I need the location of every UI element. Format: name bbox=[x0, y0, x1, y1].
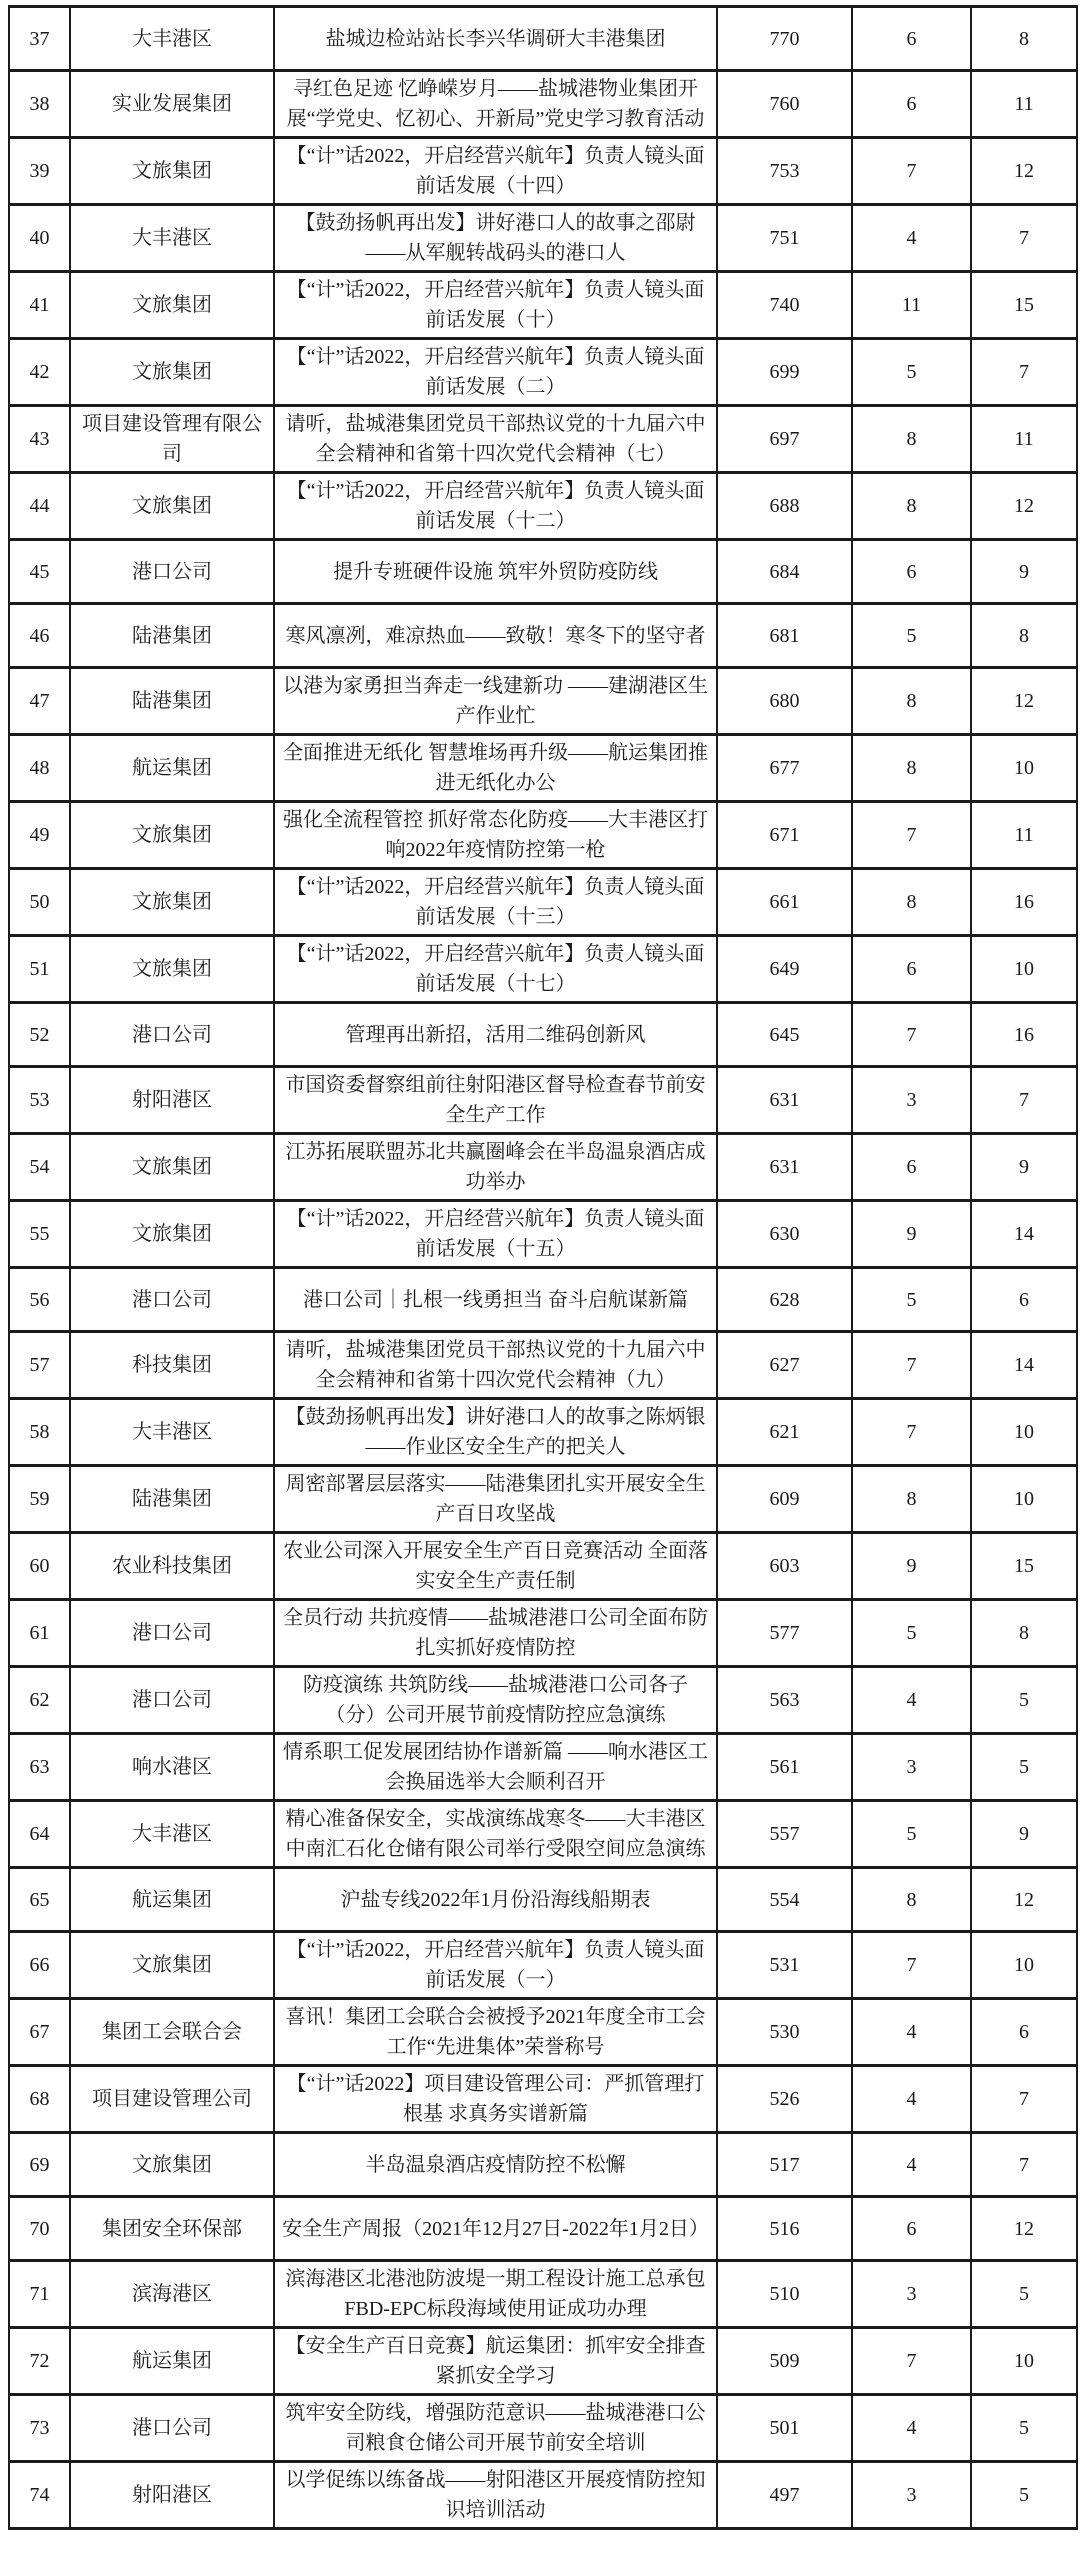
rank-cell: 65 bbox=[9, 1868, 70, 1932]
table-row bbox=[9, 540, 1077, 604]
metric1-cell: 671 bbox=[717, 802, 852, 869]
metric3-cell: 10 bbox=[971, 1466, 1077, 1533]
unit-cell: 集团工会联合会 bbox=[70, 1999, 274, 2066]
metric3-cell: 11 bbox=[971, 406, 1077, 473]
table-row bbox=[9, 1466, 1077, 1533]
title-cell: 以港为家勇担当奔走一线建新功 ——建湖港区生产作业忙 bbox=[274, 668, 717, 735]
metric3-cell: 8 bbox=[971, 604, 1077, 668]
metric2-cell: 4 bbox=[852, 205, 971, 272]
table-row bbox=[9, 936, 1077, 1003]
metric2-cell: 6 bbox=[852, 1134, 971, 1201]
metric3-cell: 7 bbox=[971, 339, 1077, 406]
unit-cell: 大丰港区 bbox=[70, 7, 274, 71]
table-row bbox=[9, 1067, 1077, 1134]
metric1-cell: 603 bbox=[717, 1533, 852, 1600]
metric1-cell: 631 bbox=[717, 1134, 852, 1201]
unit-cell: 航运集团 bbox=[70, 1868, 274, 1932]
metric2-cell: 5 bbox=[852, 604, 971, 668]
metric3-cell: 7 bbox=[971, 205, 1077, 272]
table-row bbox=[9, 735, 1077, 802]
metric2-cell: 4 bbox=[852, 1667, 971, 1734]
rank-cell: 71 bbox=[9, 2261, 70, 2328]
title-cell: 【“计”话2022，开启经营兴航年】负责人镜头面前话发展（一） bbox=[274, 1932, 717, 1999]
metric2-cell: 6 bbox=[852, 936, 971, 1003]
unit-cell: 大丰港区 bbox=[70, 1801, 274, 1868]
metric2-cell: 3 bbox=[852, 1067, 971, 1134]
rank-cell: 49 bbox=[9, 802, 70, 869]
table-row bbox=[9, 1003, 1077, 1067]
table-row bbox=[9, 71, 1077, 138]
title-cell: 提升专班硬件设施 筑牢外贸防疫防线 bbox=[274, 540, 717, 604]
table-row bbox=[9, 2261, 1077, 2328]
unit-cell: 陆港集团 bbox=[70, 668, 274, 735]
unit-cell: 文旅集团 bbox=[70, 936, 274, 1003]
metric3-cell: 12 bbox=[971, 668, 1077, 735]
table-row bbox=[9, 272, 1077, 339]
table-row bbox=[9, 1667, 1077, 1734]
title-cell: 沪盐专线2022年1月份沿海线船期表 bbox=[274, 1868, 717, 1932]
metric1-cell: 526 bbox=[717, 2066, 852, 2133]
rank-cell: 51 bbox=[9, 936, 70, 1003]
table-row bbox=[9, 2328, 1077, 2395]
table-row bbox=[9, 668, 1077, 735]
title-cell: 农业公司深入开展安全生产百日竞赛活动 全面落实安全生产责任制 bbox=[274, 1533, 717, 1600]
metric2-cell: 5 bbox=[852, 1600, 971, 1667]
metric2-cell: 5 bbox=[852, 1268, 971, 1332]
title-cell: 寻红色足迹 忆峥嵘岁月——盐城港物业集团开展“学党史、忆初心、开新局”党史学习教育活动 bbox=[274, 71, 717, 138]
unit-cell: 文旅集团 bbox=[70, 138, 274, 205]
table-row bbox=[9, 205, 1077, 272]
metric3-cell: 14 bbox=[971, 1332, 1077, 1399]
title-cell: 市国资委督察组前往射阳港区督导检查春节前安全生产工作 bbox=[274, 1067, 717, 1134]
title-cell: 【“计”话2022，开启经营兴航年】负责人镜头面前话发展（十三） bbox=[274, 869, 717, 936]
metric1-cell: 621 bbox=[717, 1399, 852, 1466]
metric1-cell: 510 bbox=[717, 2261, 852, 2328]
title-cell: 寒风凛冽，难凉热血——致敬！寒冬下的坚守者 bbox=[274, 604, 717, 668]
metric2-cell: 7 bbox=[852, 2328, 971, 2395]
rank-cell: 54 bbox=[9, 1134, 70, 1201]
rank-cell: 45 bbox=[9, 540, 70, 604]
metric2-cell: 8 bbox=[852, 473, 971, 540]
table-row bbox=[9, 1268, 1077, 1332]
metric1-cell: 557 bbox=[717, 1801, 852, 1868]
unit-cell: 农业科技集团 bbox=[70, 1533, 274, 1600]
metric3-cell: 14 bbox=[971, 1201, 1077, 1268]
metric3-cell: 15 bbox=[971, 1533, 1077, 1600]
rank-cell: 43 bbox=[9, 406, 70, 473]
unit-cell: 文旅集团 bbox=[70, 339, 274, 406]
metric2-cell: 7 bbox=[852, 1399, 971, 1466]
title-cell: 【“计”话2022】项目建设管理公司：严抓管理打根基 求真务实谱新篇 bbox=[274, 2066, 717, 2133]
unit-cell: 文旅集团 bbox=[70, 1134, 274, 1201]
metric2-cell: 7 bbox=[852, 138, 971, 205]
title-cell: 港口公司｜扎根一线勇担当 奋斗启航谋新篇 bbox=[274, 1268, 717, 1332]
metric3-cell: 7 bbox=[971, 1067, 1077, 1134]
table-body bbox=[9, 7, 1077, 2529]
unit-cell: 大丰港区 bbox=[70, 1399, 274, 1466]
unit-cell: 实业发展集团 bbox=[70, 71, 274, 138]
table-row bbox=[9, 1201, 1077, 1268]
table-row bbox=[9, 2197, 1077, 2261]
metric1-cell: 677 bbox=[717, 735, 852, 802]
unit-cell: 港口公司 bbox=[70, 1667, 274, 1734]
metric1-cell: 645 bbox=[717, 1003, 852, 1067]
unit-cell: 射阳港区 bbox=[70, 1067, 274, 1134]
table-row bbox=[9, 1734, 1077, 1801]
metric1-cell: 688 bbox=[717, 473, 852, 540]
metric1-cell: 681 bbox=[717, 604, 852, 668]
metric2-cell: 8 bbox=[852, 406, 971, 473]
table-row bbox=[9, 2395, 1077, 2462]
table-row bbox=[9, 2066, 1077, 2133]
table-row bbox=[9, 138, 1077, 205]
unit-cell: 文旅集团 bbox=[70, 473, 274, 540]
rank-cell: 44 bbox=[9, 473, 70, 540]
rank-cell: 46 bbox=[9, 604, 70, 668]
metric1-cell: 684 bbox=[717, 540, 852, 604]
title-cell: 请听，盐城港集团党员干部热议党的十九届六中全会精神和省第十四次党代会精神（九） bbox=[274, 1332, 717, 1399]
table-row bbox=[9, 1600, 1077, 1667]
unit-cell: 航运集团 bbox=[70, 2328, 274, 2395]
unit-cell: 项目建设管理公司 bbox=[70, 2066, 274, 2133]
metric3-cell: 7 bbox=[971, 2133, 1077, 2197]
metric1-cell: 631 bbox=[717, 1067, 852, 1134]
rank-cell: 39 bbox=[9, 138, 70, 205]
rank-cell: 69 bbox=[9, 2133, 70, 2197]
metric3-cell: 10 bbox=[971, 936, 1077, 1003]
metric2-cell: 11 bbox=[852, 272, 971, 339]
metric2-cell: 8 bbox=[852, 1868, 971, 1932]
title-cell: 全员行动 共抗疫情——盐城港港口公司全面布防扎实抓好疫情防控 bbox=[274, 1600, 717, 1667]
unit-cell: 大丰港区 bbox=[70, 205, 274, 272]
unit-cell: 文旅集团 bbox=[70, 1201, 274, 1268]
table-row bbox=[9, 1932, 1077, 1999]
table-row bbox=[9, 2462, 1077, 2529]
rank-cell: 72 bbox=[9, 2328, 70, 2395]
metric1-cell: 554 bbox=[717, 1868, 852, 1932]
metric3-cell: 5 bbox=[971, 2261, 1077, 2328]
rank-cell: 73 bbox=[9, 2395, 70, 2462]
rank-cell: 67 bbox=[9, 1999, 70, 2066]
metric1-cell: 630 bbox=[717, 1201, 852, 1268]
unit-cell: 文旅集团 bbox=[70, 869, 274, 936]
rank-cell: 59 bbox=[9, 1466, 70, 1533]
unit-cell: 滨海港区 bbox=[70, 2261, 274, 2328]
table-row bbox=[9, 473, 1077, 540]
title-cell: 安全生产周报（2021年12月27日-2022年1月2日） bbox=[274, 2197, 717, 2261]
unit-cell: 集团安全环保部 bbox=[70, 2197, 274, 2261]
rank-cell: 60 bbox=[9, 1533, 70, 1600]
metric2-cell: 7 bbox=[852, 1332, 971, 1399]
metric2-cell: 9 bbox=[852, 1533, 971, 1600]
title-cell: 【鼓劲扬帆再出发】讲好港口人的故事之邵尉——从军舰转战码头的港口人 bbox=[274, 205, 717, 272]
table-row bbox=[9, 1999, 1077, 2066]
unit-cell: 响水港区 bbox=[70, 1734, 274, 1801]
unit-cell: 项目建设管理有限公司 bbox=[70, 406, 274, 473]
metric2-cell: 8 bbox=[852, 869, 971, 936]
unit-cell: 港口公司 bbox=[70, 1268, 274, 1332]
metric2-cell: 7 bbox=[852, 802, 971, 869]
metric1-cell: 501 bbox=[717, 2395, 852, 2462]
rank-cell: 41 bbox=[9, 272, 70, 339]
metric1-cell: 497 bbox=[717, 2462, 852, 2529]
unit-cell: 港口公司 bbox=[70, 1600, 274, 1667]
rank-cell: 66 bbox=[9, 1932, 70, 1999]
rank-cell: 55 bbox=[9, 1201, 70, 1268]
rank-cell: 57 bbox=[9, 1332, 70, 1399]
table-row bbox=[9, 1332, 1077, 1399]
title-cell: 盐城边检站站长李兴华调研大丰港集团 bbox=[274, 7, 717, 71]
title-cell: 管理再出新招，活用二维码创新风 bbox=[274, 1003, 717, 1067]
title-cell: 【“计”话2022，开启经营兴航年】负责人镜头面前话发展（十二） bbox=[274, 473, 717, 540]
metric1-cell: 517 bbox=[717, 2133, 852, 2197]
metric3-cell: 12 bbox=[971, 138, 1077, 205]
metric3-cell: 5 bbox=[971, 1734, 1077, 1801]
rank-cell: 63 bbox=[9, 1734, 70, 1801]
metric1-cell: 627 bbox=[717, 1332, 852, 1399]
ranking-table bbox=[8, 5, 1078, 2530]
metric1-cell: 649 bbox=[717, 936, 852, 1003]
table-row bbox=[9, 802, 1077, 869]
metric2-cell: 5 bbox=[852, 1801, 971, 1868]
metric1-cell: 740 bbox=[717, 272, 852, 339]
unit-cell: 文旅集团 bbox=[70, 272, 274, 339]
table-row bbox=[9, 7, 1077, 71]
metric3-cell: 6 bbox=[971, 1268, 1077, 1332]
metric3-cell: 10 bbox=[971, 1399, 1077, 1466]
unit-cell: 文旅集团 bbox=[70, 1932, 274, 1999]
metric1-cell: 531 bbox=[717, 1932, 852, 1999]
metric2-cell: 3 bbox=[852, 2261, 971, 2328]
metric3-cell: 9 bbox=[971, 540, 1077, 604]
title-cell: 【“计”话2022，开启经营兴航年】负责人镜头面前话发展（十四） bbox=[274, 138, 717, 205]
metric3-cell: 8 bbox=[971, 1600, 1077, 1667]
rank-cell: 38 bbox=[9, 71, 70, 138]
metric1-cell: 561 bbox=[717, 1734, 852, 1801]
metric2-cell: 5 bbox=[852, 339, 971, 406]
table-row bbox=[9, 1801, 1077, 1868]
unit-cell: 陆港集团 bbox=[70, 604, 274, 668]
metric1-cell: 609 bbox=[717, 1466, 852, 1533]
metric3-cell: 11 bbox=[971, 802, 1077, 869]
metric3-cell: 9 bbox=[971, 1801, 1077, 1868]
title-cell: 以学促练以练备战——射阳港区开展疫情防控知识培训活动 bbox=[274, 2462, 717, 2529]
rank-cell: 47 bbox=[9, 668, 70, 735]
metric3-cell: 5 bbox=[971, 2462, 1077, 2529]
unit-cell: 文旅集团 bbox=[70, 2133, 274, 2197]
table-row bbox=[9, 869, 1077, 936]
metric1-cell: 760 bbox=[717, 71, 852, 138]
title-cell: 精心准备保安全，实战演练战寒冬——大丰港区中南汇石化仓储有限公司举行受限空间应急演练 bbox=[274, 1801, 717, 1868]
metric3-cell: 6 bbox=[971, 1999, 1077, 2066]
title-cell: 防疫演练 共筑防线——盐城港港口公司各子（分）公司开展节前疫情防控应急演练 bbox=[274, 1667, 717, 1734]
rank-cell: 53 bbox=[9, 1067, 70, 1134]
metric1-cell: 680 bbox=[717, 668, 852, 735]
rank-cell: 40 bbox=[9, 205, 70, 272]
metric1-cell: 661 bbox=[717, 869, 852, 936]
table-row bbox=[9, 339, 1077, 406]
metric1-cell: 563 bbox=[717, 1667, 852, 1734]
rank-cell: 61 bbox=[9, 1600, 70, 1667]
metric3-cell: 16 bbox=[971, 1003, 1077, 1067]
metric3-cell: 9 bbox=[971, 1134, 1077, 1201]
metric2-cell: 4 bbox=[852, 2133, 971, 2197]
metric3-cell: 5 bbox=[971, 1667, 1077, 1734]
unit-cell: 文旅集团 bbox=[70, 802, 274, 869]
title-cell: 全面推进无纸化 智慧堆场再升级——航运集团推进无纸化办公 bbox=[274, 735, 717, 802]
unit-cell: 科技集团 bbox=[70, 1332, 274, 1399]
metric3-cell: 8 bbox=[971, 7, 1077, 71]
unit-cell: 射阳港区 bbox=[70, 2462, 274, 2529]
rank-cell: 37 bbox=[9, 7, 70, 71]
unit-cell: 航运集团 bbox=[70, 735, 274, 802]
metric1-cell: 516 bbox=[717, 2197, 852, 2261]
title-cell: 半岛温泉酒店疫情防控不松懈 bbox=[274, 2133, 717, 2197]
metric2-cell: 4 bbox=[852, 2395, 971, 2462]
metric2-cell: 6 bbox=[852, 71, 971, 138]
metric2-cell: 8 bbox=[852, 735, 971, 802]
title-cell: 喜讯！集团工会联合会被授予2021年度全市工会工作“先进集体”荣誉称号 bbox=[274, 1999, 717, 2066]
table-row bbox=[9, 1533, 1077, 1600]
unit-cell: 港口公司 bbox=[70, 2395, 274, 2462]
title-cell: 【鼓劲扬帆再出发】讲好港口人的故事之陈炳银——作业区安全生产的把关人 bbox=[274, 1399, 717, 1466]
title-cell: 滨海港区北港池防波堤一期工程设计施工总承包FBD-EPC标段海域使用证成功办理 bbox=[274, 2261, 717, 2328]
title-cell: 【“计”话2022，开启经营兴航年】负责人镜头面前话发展（十七） bbox=[274, 936, 717, 1003]
table-row bbox=[9, 406, 1077, 473]
metric1-cell: 509 bbox=[717, 2328, 852, 2395]
unit-cell: 陆港集团 bbox=[70, 1466, 274, 1533]
metric2-cell: 9 bbox=[852, 1201, 971, 1268]
title-cell: 情系职工促发展团结协作谱新篇 ——响水港区工会换届选举大会顺利召开 bbox=[274, 1734, 717, 1801]
metric1-cell: 751 bbox=[717, 205, 852, 272]
table-row bbox=[9, 2133, 1077, 2197]
rank-cell: 70 bbox=[9, 2197, 70, 2261]
unit-cell: 港口公司 bbox=[70, 1003, 274, 1067]
title-cell: 【“计”话2022，开启经营兴航年】负责人镜头面前话发展（十五） bbox=[274, 1201, 717, 1268]
metric2-cell: 8 bbox=[852, 1466, 971, 1533]
metric1-cell: 770 bbox=[717, 7, 852, 71]
metric1-cell: 530 bbox=[717, 1999, 852, 2066]
table-row bbox=[9, 604, 1077, 668]
metric3-cell: 10 bbox=[971, 735, 1077, 802]
title-cell: 【“计”话2022，开启经营兴航年】负责人镜头面前话发展（二） bbox=[274, 339, 717, 406]
metric2-cell: 7 bbox=[852, 1932, 971, 1999]
title-cell: 筑牢安全防线，增强防范意识——盐城港港口公司粮食仓储公司开展节前安全培训 bbox=[274, 2395, 717, 2462]
rank-cell: 68 bbox=[9, 2066, 70, 2133]
unit-cell: 港口公司 bbox=[70, 540, 274, 604]
table-row bbox=[9, 1134, 1077, 1201]
metric3-cell: 10 bbox=[971, 2328, 1077, 2395]
rank-cell: 74 bbox=[9, 2462, 70, 2529]
metric2-cell: 8 bbox=[852, 668, 971, 735]
metric2-cell: 4 bbox=[852, 1999, 971, 2066]
rank-cell: 48 bbox=[9, 735, 70, 802]
metric1-cell: 753 bbox=[717, 138, 852, 205]
rank-cell: 64 bbox=[9, 1801, 70, 1868]
metric2-cell: 3 bbox=[852, 2462, 971, 2529]
title-cell: 强化全流程管控 抓好常态化防疫——大丰港区打响2022年疫情防控第一枪 bbox=[274, 802, 717, 869]
metric1-cell: 628 bbox=[717, 1268, 852, 1332]
table-row bbox=[9, 1399, 1077, 1466]
metric3-cell: 16 bbox=[971, 869, 1077, 936]
metric3-cell: 15 bbox=[971, 272, 1077, 339]
metric2-cell: 4 bbox=[852, 2066, 971, 2133]
metric2-cell: 6 bbox=[852, 2197, 971, 2261]
rank-cell: 52 bbox=[9, 1003, 70, 1067]
metric2-cell: 3 bbox=[852, 1734, 971, 1801]
table-row bbox=[9, 1868, 1077, 1932]
rank-cell: 58 bbox=[9, 1399, 70, 1466]
title-cell: 周密部署层层落实——陆港集团扎实开展安全生产百日攻坚战 bbox=[274, 1466, 717, 1533]
rank-cell: 56 bbox=[9, 1268, 70, 1332]
metric2-cell: 6 bbox=[852, 7, 971, 71]
metric3-cell: 5 bbox=[971, 2395, 1077, 2462]
metric3-cell: 12 bbox=[971, 2197, 1077, 2261]
metric2-cell: 7 bbox=[852, 1003, 971, 1067]
metric3-cell: 7 bbox=[971, 2066, 1077, 2133]
rank-cell: 62 bbox=[9, 1667, 70, 1734]
metric3-cell: 12 bbox=[971, 1868, 1077, 1932]
metric3-cell: 12 bbox=[971, 473, 1077, 540]
rank-cell: 50 bbox=[9, 869, 70, 936]
metric3-cell: 10 bbox=[971, 1932, 1077, 1999]
metric1-cell: 697 bbox=[717, 406, 852, 473]
metric2-cell: 6 bbox=[852, 540, 971, 604]
metric1-cell: 577 bbox=[717, 1600, 852, 1667]
title-cell: 江苏拓展联盟苏北共赢圈峰会在半岛温泉酒店成功举办 bbox=[274, 1134, 717, 1201]
metric1-cell: 699 bbox=[717, 339, 852, 406]
metric3-cell: 11 bbox=[971, 71, 1077, 138]
title-cell: 【安全生产百日竞赛】航运集团：抓牢安全排查紧抓安全学习 bbox=[274, 2328, 717, 2395]
rank-cell: 42 bbox=[9, 339, 70, 406]
title-cell: 【“计”话2022，开启经营兴航年】负责人镜头面前话发展（十） bbox=[274, 272, 717, 339]
title-cell: 请听，盐城港集团党员干部热议党的十九届六中全会精神和省第十四次党代会精神（七） bbox=[274, 406, 717, 473]
